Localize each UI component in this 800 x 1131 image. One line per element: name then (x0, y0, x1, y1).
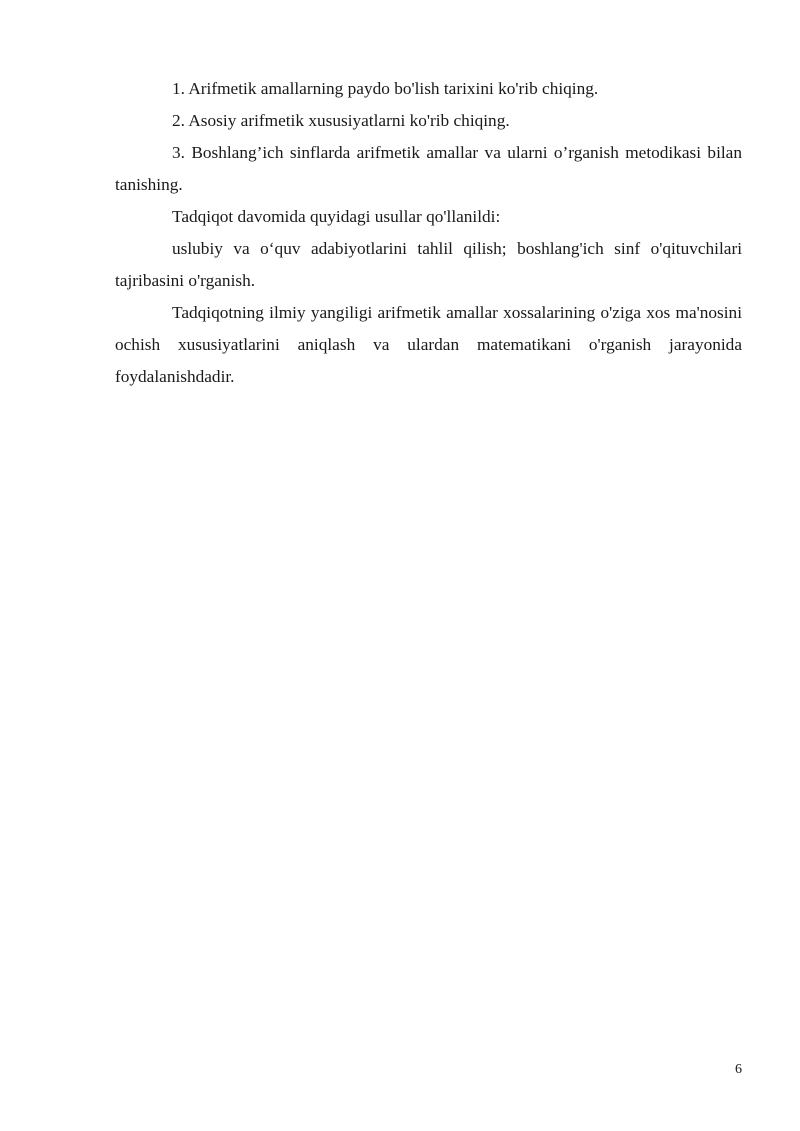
novelty-paragraph: Tadqiqotning ilmiy yangiligi arifmetik amallar xossalarining o'ziga xos ma'nosini ochish xususiyatlarini aniqlash va ulardan matematikani o'rganish jarayonida foydalanishdadir. (115, 303, 742, 386)
methods-list: uslubiy va o‘quv adabiyotlarini tahlil qilish; boshlang'ich sinf o'qituvchilari tajribasini o'rganish. (115, 239, 742, 290)
task-item-3: 3. Boshlang’ich sinflarda arifmetik amallar va ularni o’rganish metodikasi bilan tanishing. (115, 143, 742, 194)
methods-intro: Tadqiqot davomida quyidagi usullar qo'llanildi: (172, 207, 501, 226)
task-item-1: 1. Arifmetik amallarning paydo bo'lish tarixini ko'rib chiqing. (172, 79, 599, 98)
body-text (115, 73, 742, 393)
task-item-2: 2. Asosiy arifmetik xususiyatlarni ko'rib chiqing. (172, 111, 510, 130)
page-number: 6 (735, 1062, 742, 1077)
